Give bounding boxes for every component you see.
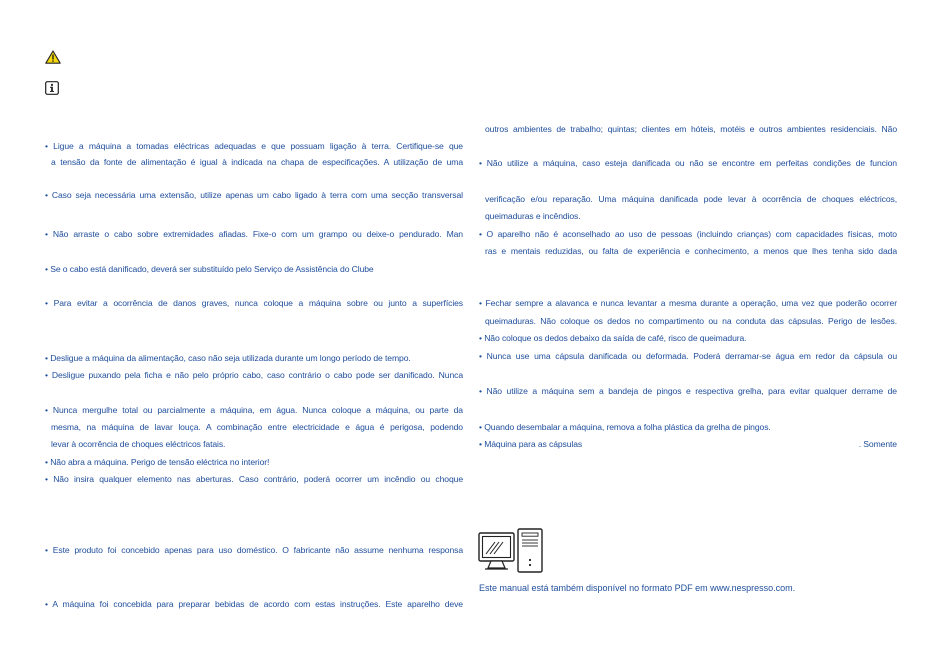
text-line: • Se o cabo está danificado, deverá ser substituído pelo Serviço de Assistência do Clube [45, 264, 374, 274]
text-line: • Não insira qualquer elemento nas aberturas. Caso contrário, poderá ocorrer um incêndio ou choque [45, 474, 463, 484]
text-line: • Ligue a máquina a tomadas eléctricas adequadas e que possuam ligação à terra. Certifique-se que [45, 141, 463, 151]
text-line: • Nunca use uma cápsula danificada ou deformada. Poderá derramar-se água em redor da cápsula ou [479, 351, 897, 361]
info-box-icon [45, 81, 59, 95]
text-line: • Não abra a máquina. Perigo de tensão eléctrica no interior! [45, 457, 270, 467]
warning-triangle-icon [45, 50, 61, 64]
text-line: • Para evitar a ocorrência de danos graves, nunca coloque a máquina sobre ou junto a superfícies [45, 298, 463, 308]
text-line: ras e mentais reduzidas, ou falta de experiência e conhecimento, a menos que lhes tenha sido dada [485, 246, 897, 256]
text-line: queimaduras e incêndios. [485, 211, 581, 221]
text-line-split [479, 439, 897, 450]
text-line: • Não coloque os dedos debaixo da saída de café, risco de queimadura. [479, 333, 747, 343]
text-line: • Não utilize a máquina, caso esteja danificada ou não se encontre em perfeitas condições de funcion [479, 158, 897, 168]
text-line: • Desligue puxando pela ficha e não pelo próprio cabo, caso contrário o cabo pode ser danificado. Nunca [45, 370, 463, 380]
pdf-availability-note: Este manual está também disponível no formato PDF em www.nespresso.com. [479, 583, 796, 593]
computer-tower-icon [478, 528, 544, 574]
text-line: • Este produto foi concebido apenas para uso doméstico. O fabricante não assume nenhuma responsa [45, 545, 463, 555]
text-line: • Nunca mergulhe total ou parcialmente a máquina, em água. Nunca coloque a máquina, ou parte da [45, 405, 463, 415]
text-line: queimaduras. Não coloque os dedos no compartimento ou na conduta das cápsulas. Perigo de lesões. [485, 316, 897, 326]
text-line: • A máquina foi concebida para preparar bebidas de acordo com estas instruções. Este aparelho deve [45, 599, 463, 609]
split-right-text: . Somente [858, 439, 897, 449]
text-line: verificação e/ou reparação. Uma máquina danificada pode levar à ocorrência de choques eléctricos, [485, 194, 897, 204]
text-line: • O aparelho não é aconselhado ao uso de pessoas (incluindo crianças) com capacidades físicas, moto [479, 229, 897, 239]
split-left-text: • Máquina para as cápsulas [479, 439, 583, 449]
text-line: a tensão da fonte de alimentação é igual à indicada na chapa de especificações. A utilização de uma [51, 157, 463, 167]
text-line: outros ambientes de trabalho; quintas; clientes em hóteis, motéis e outros ambientes residenciais. Não [485, 124, 897, 134]
text-line: • Não utilize a máquina sem a bandeja de pingos e respectiva grelha, para evitar qualquer derrame de [479, 386, 897, 396]
text-line: • Caso seja necessária uma extensão, utilize apenas um cabo ligado à terra com uma secção transversal [45, 190, 463, 200]
text-line: • Fechar sempre a alavanca e nunca levantar a mesma durante a operação, uma vez que poderão ocorrer [479, 298, 897, 308]
text-line: • Quando desembalar a máquina, remova a folha plástica da grelha de pingos. [479, 422, 771, 432]
text-line: levar à ocorrência de choques eléctricos fatais. [51, 439, 226, 449]
text-line: • Desligue a máquina da alimentação, caso não seja utilizada durante um longo período de tempo. [45, 353, 411, 363]
text-line: • Não arraste o cabo sobre extremidades afiadas. Fixe-o com um grampo ou deixe-o pendurado. Man [45, 229, 463, 239]
text-line: mesma, na máquina de lavar louça. A combinação entre electricidade e água é perigosa, podendo [51, 422, 463, 432]
